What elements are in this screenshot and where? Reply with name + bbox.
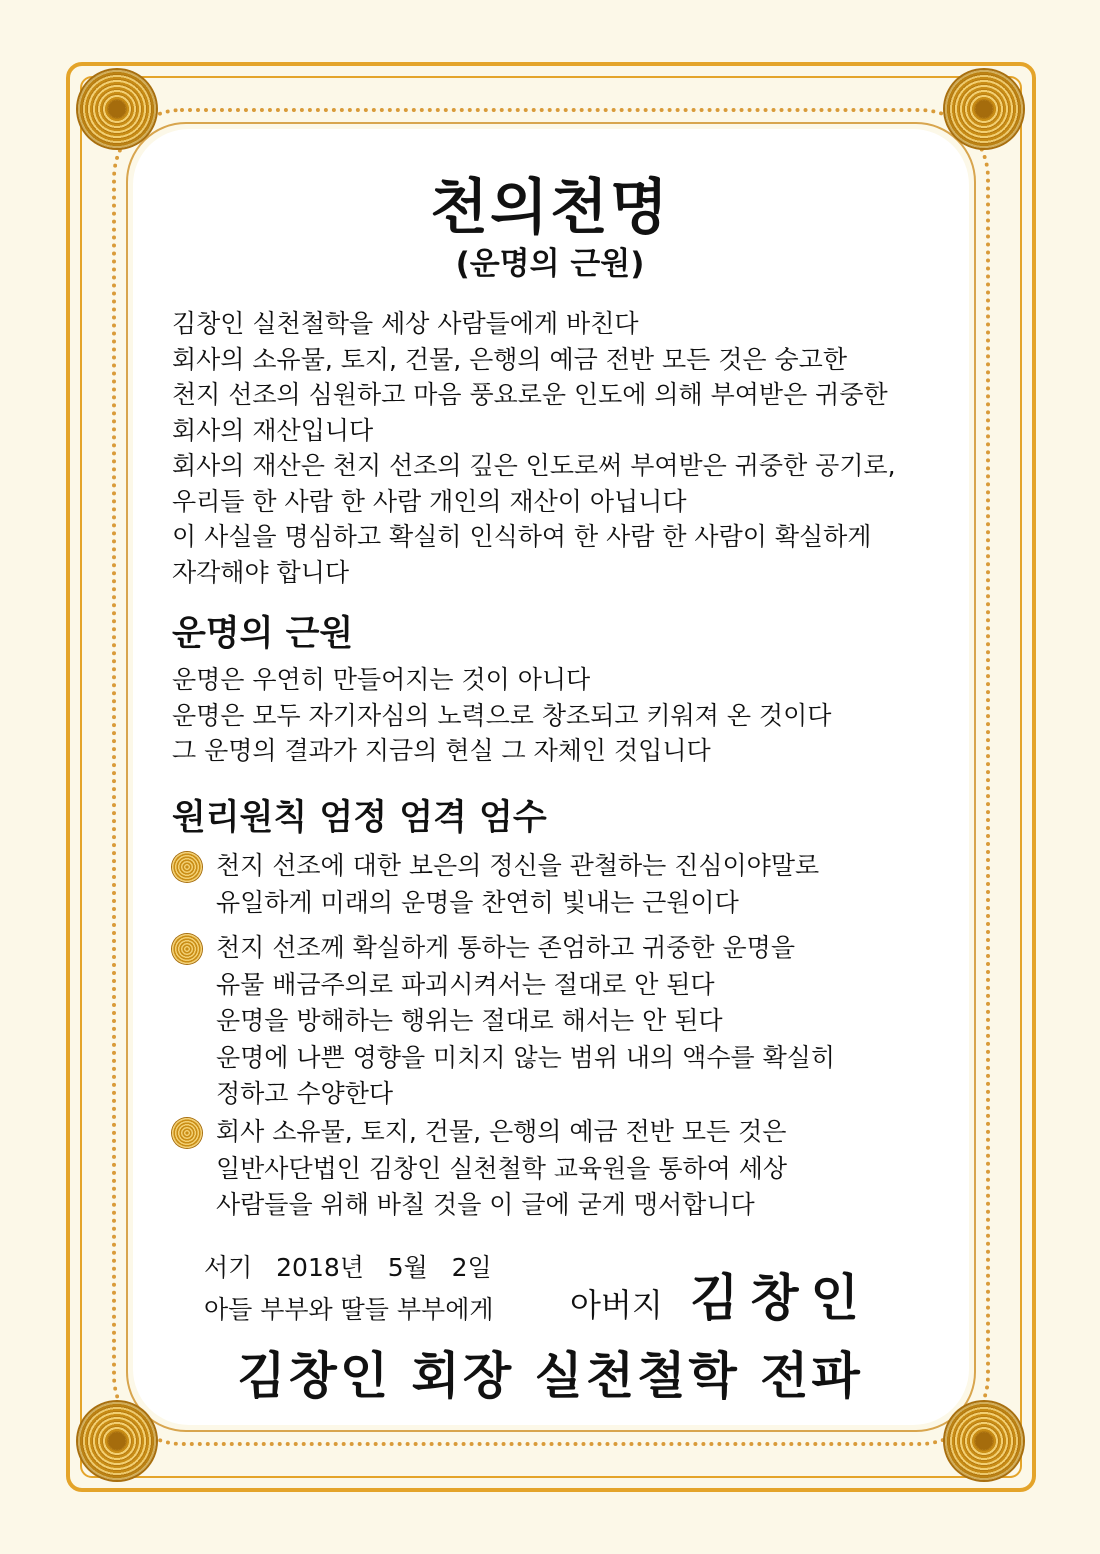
section1-line: 운명은 우연히 만들어지는 것이 아니다 [172, 665, 591, 694]
bullet-line: 회사 소유물, 토지, 건물, 은행의 예금 전반 모든 것은 [216, 1117, 787, 1146]
bullet-line: 정하고 수양한다 [216, 1079, 393, 1108]
document-title: 천의천명 [430, 173, 670, 243]
signature-dedication: 아들 부부와 딸들 부부에게 [204, 1295, 494, 1324]
section-heading-principles: 원리원칙 엄정 엄격 엄수 [172, 798, 547, 838]
gold-disc-bullet-icon [172, 1118, 202, 1148]
intro-line: 천지 선조의 심원하고 마음 풍요로운 인도에 의해 부여받은 귀중한 [172, 380, 888, 409]
signature-father-label: 아버지 [570, 1286, 663, 1324]
section1-paragraph [172, 662, 952, 769]
bullet-line: 유물 배금주의로 파괴시켜서는 절대로 안 된다 [216, 969, 715, 999]
corner-medallion-bottom-left-icon [78, 1402, 156, 1480]
intro-paragraph [172, 306, 952, 590]
section1-line: 그 운명의 결과가 지금의 현실 그 자체인 것입니다 [172, 736, 711, 765]
bullet-line: 일반사단법인 김창인 실천철학 교육원을 통하여 세상 [216, 1153, 788, 1183]
bullet-line: 운명을 방해하는 행위는 절대로 해서는 안 된다 [216, 1006, 723, 1035]
footer-title: 김창인 회장 실천철학 전파 [237, 1347, 863, 1405]
corner-medallion-bottom-right-icon [945, 1402, 1023, 1480]
intro-line: 회사의 소유물, 토지, 건물, 은행의 예금 전반 모든 것은 숭고한 [172, 344, 847, 374]
section-heading-origin-of-destiny: 운명의 근원 [172, 614, 354, 654]
bullet-line: 천지 선조께 확실하게 통하는 존엄하고 귀중한 운명을 [216, 933, 795, 962]
gold-disc-bullet-icon [172, 934, 202, 964]
intro-line: 자각해야 합니다 [172, 557, 349, 587]
bullet-line: 사람들을 위해 바칠 것을 이 글에 굳게 맹서합니다 [216, 1190, 755, 1219]
bullet-line: 유일하게 미래의 운명을 찬연히 빛내는 근원이다 [216, 887, 739, 917]
signature-date: 서기 2018년 5월 2일 [204, 1253, 492, 1282]
corner-medallion-top-left-icon [78, 70, 156, 148]
signature-father-name: 김창인 [690, 1269, 871, 1327]
bullet-line: 천지 선조에 대한 보은의 정신을 관철하는 진심이야말로 [216, 851, 820, 880]
intro-line: 회사의 재산입니다 [172, 415, 374, 445]
intro-line: 이 사실을 명심하고 확실히 인식하여 한 사람 한 사람이 확실하게 [172, 522, 872, 551]
document-subtitle: (운명의 근원) [455, 246, 645, 282]
intro-line: 우리들 한 사람 한 사람 개인의 재산이 아닙니다 [172, 486, 687, 516]
gold-disc-bullet-icon [172, 852, 202, 882]
intro-line: 회사의 재산은 천지 선조의 깊은 인도로써 부여받은 귀중한 공기로, [172, 451, 896, 480]
corner-medallion-top-right-icon [945, 70, 1023, 148]
intro-line: 김창인 실천철학을 세상 사람들에게 바친다 [172, 309, 639, 338]
bullet-line: 운명에 나쁜 영향을 미치지 않는 범위 내의 액수를 확실히 [216, 1042, 836, 1072]
section1-line: 운명은 모두 자기자심의 노력으로 창조되고 키워져 온 것이다 [172, 700, 832, 730]
